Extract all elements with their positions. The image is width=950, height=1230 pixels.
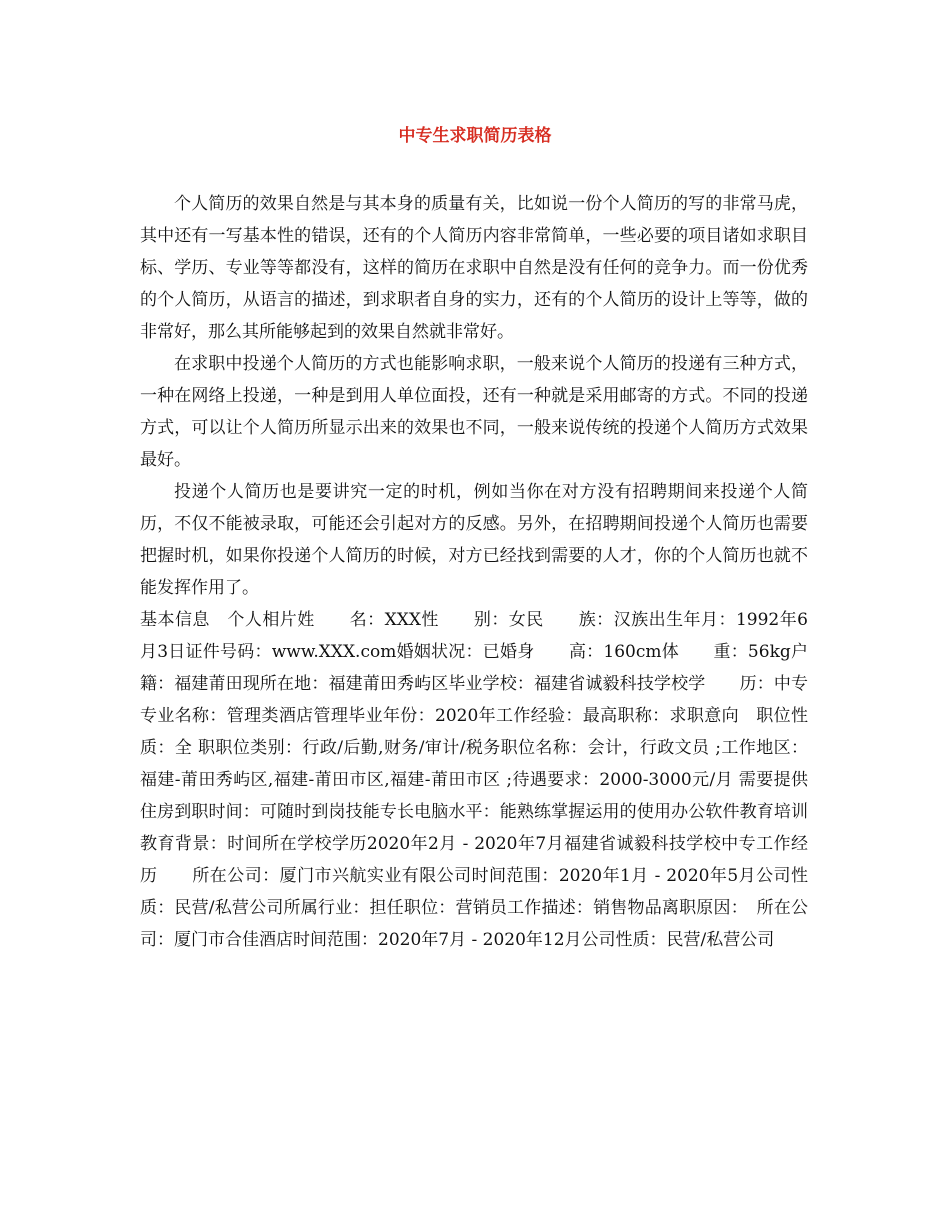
paragraph-delivery-timing: 投递个人简历也是要讲究一定的时机，例如当你在对方没有招聘期间来投递个人简历，不仅不能被录取，可能还会引起对方的反感。另外，在招聘期间投递个人简历也需要把握时机，如果你投递个人简历的时候，对方已经找到需要的人才，你的个人简历也就不能发挥作用了。 [140,482,808,598]
paragraph-resume-quality: 个人简历的效果自然是与其本身的质量有关，比如说一份个人简历的写的非常马虎，其中还有一写基本性的错误，还有的个人简历内容非常简单，一些必要的项目诸如求职目标、学历、专业等等都没有，这样的简历在求职中自然是没有任何的竞争力。而一份优秀的个人简历，从语言的描述，到求职者自身的实力，还有的个人简历的设计上等等，做的非常好，那么其所能够起到的效果自然就非常好。 [140,194,808,342]
resume-info-block: 基本信息 个人相片姓 名：XXX性 别：女民 族：汉族出生年月：1992年6月3日证件号码：www.XXX.com婚姻状况：已婚身 高：160cm体 重：56kg户 籍：福建莆田现所在地：福建莆田秀屿区毕业学校：福建省诚毅科技学校学 历：中专专业名称：管理类酒店管理毕业年份：2020年工作经验：最高职称：求职意向 职位性质：全 职职位类别：行政/后勤,财务/审计/税务职位名称：会计，行政文员 ;工作地区：福建-莆田秀屿区,福建-莆田市区,福建-莆田市区 ;待遇要求：2000-3000元/月 需要提供住房到职时间：可随时到岗技能专长电脑水平：能熟练掌握运用的使用办公软件教育培训 教育背景：时间所在学校学历2020年2月 - 2020年7月福建省诚毅科技学校中专工作经历 所在公司：厦门市兴航实业有限公司时间范围：2020年1月 - 2020年5月公司性质：民营/私营公司所属行业：担任职位：营销员工作描述：销售物品离职原因： 所在公司：厦门市合佳酒店时间范围：2020年7月 - 2020年12月公司性质：民营/私营公司 [140,610,842,950]
paragraph-delivery-methods: 在求职中投递个人简历的方式也能影响求职，一般来说个人简历的投递有三种方式，一种在网络上投递，一种是到用人单位面投，还有一种就是采用邮寄的方式。不同的投递方式，可以让个人简历所显示出来的效果也不同，一般来说传统的投递个人简历方式效果最好。 [140,354,808,470]
document-title: 中专生求职简历表格 [398,126,552,146]
document-body [140,188,842,956]
